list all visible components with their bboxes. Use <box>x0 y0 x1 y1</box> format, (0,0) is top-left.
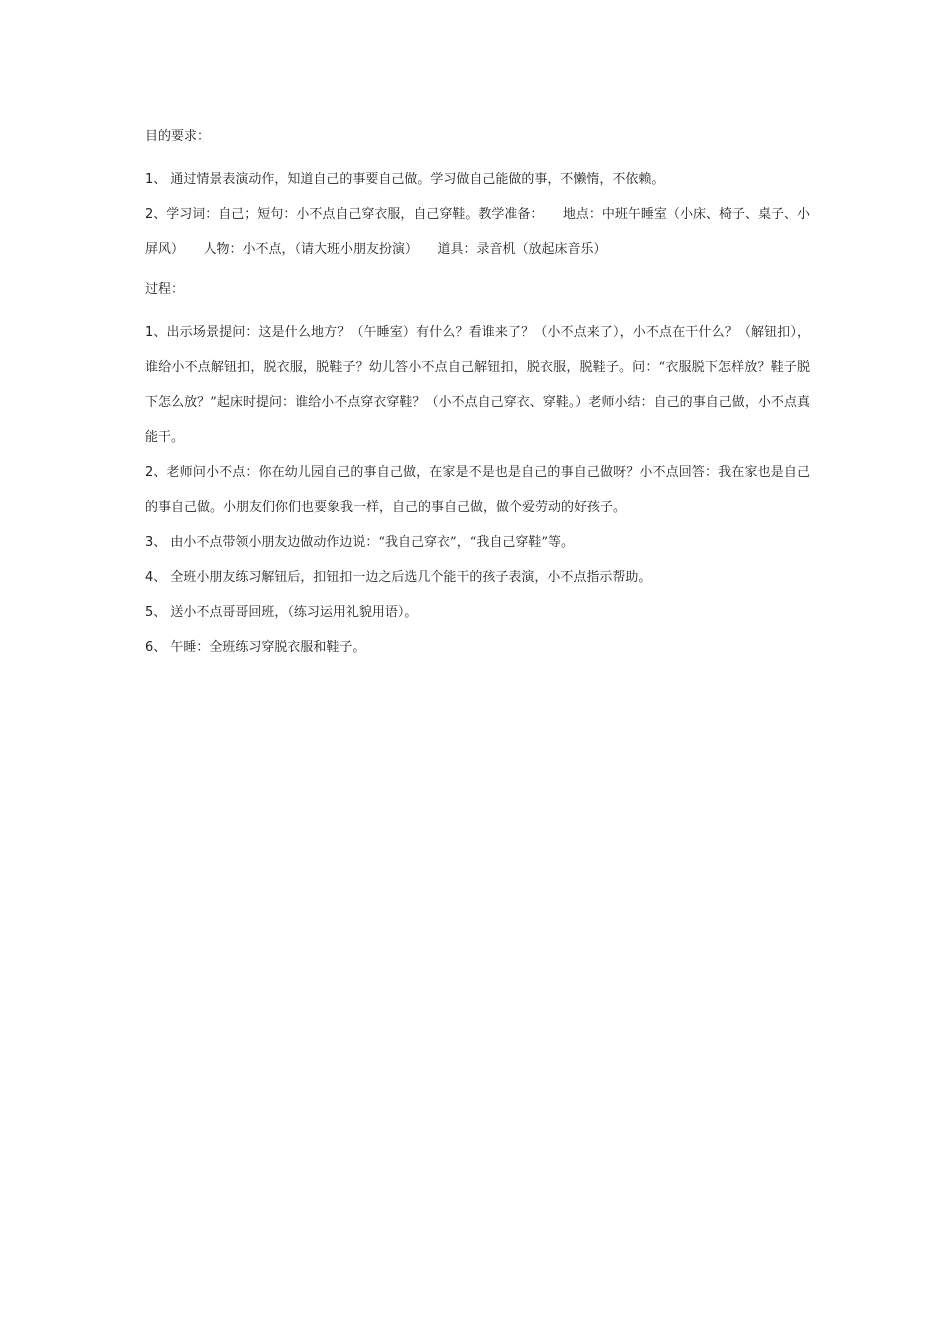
item-text: 通过情景表演动作，知道自己的事要自己做。学习做自己能做的事，不懒惰，不依赖。 <box>166 172 665 187</box>
item-text: 由小不点带领小朋友边做动作边说：“我自己穿衣”，“我自己穿鞋”等。 <box>166 535 574 550</box>
item-number: 2、 <box>145 207 167 222</box>
process-item-3 <box>145 525 810 560</box>
item-number: 3、 <box>145 535 167 550</box>
item-number: 2、 <box>145 465 167 480</box>
item-text: 午睡：全班练习穿脱衣服和鞋子。 <box>166 640 366 655</box>
item-number: 6、 <box>145 640 167 655</box>
process-item-4 <box>145 560 810 595</box>
document-body <box>145 128 810 665</box>
process-item-6 <box>145 630 810 665</box>
goal-item-1 <box>145 162 810 197</box>
item-number: 1、 <box>145 172 167 187</box>
section-heading-goals: 目的要求： <box>145 129 211 144</box>
item-text: 送小不点哥哥回班，（练习运用礼貌用语）。 <box>166 605 418 620</box>
item-number: 1、 <box>145 325 167 340</box>
goal-item-2 <box>145 197 810 267</box>
item-text: 学习词：自己；短句：小不点自己穿衣服，自己穿鞋。教学准备： 地点：中班午睡室（小床、椅子、桌子、小屏风） 人物：小不点，（请大班小朋友扮演） 道具：录音机（放起床音乐） <box>145 207 810 257</box>
section-heading-process: 过程： <box>145 282 185 297</box>
item-number: 5、 <box>145 605 167 620</box>
item-number: 4、 <box>145 570 167 585</box>
item-text: 老师问小不点：你在幼儿园自己的事自己做，在家是不是也是自己的事自己做呀？小不点回答：我在家也是自己的事自己做。小朋友们你们也要象我一样，自己的事自己做，做个爱劳动的好孩子。 <box>145 465 810 515</box>
process-item-1 <box>145 315 810 455</box>
process-item-2 <box>145 455 810 525</box>
item-text: 出示场景提问：这是什么地方？（午睡室）有什么？看谁来了？（小不点来了），小不点在干什么？（解钮扣），谁给小不点解钮扣，脱衣服，脱鞋子？幼儿答小不点自己解钮扣，脱衣服，脱鞋子。问：“衣服脱下怎样放？鞋子脱下怎么放？”起床时提问：谁给小不点穿衣穿鞋？（小不点自己穿衣、穿鞋。）老师小结：自己的事自己做，小不点真能干。 <box>145 325 810 445</box>
process-item-5 <box>145 595 810 630</box>
item-text: 全班小朋友练习解钮后，扣钮扣一边之后选几个能干的孩子表演，小不点指示帮助。 <box>166 570 652 585</box>
